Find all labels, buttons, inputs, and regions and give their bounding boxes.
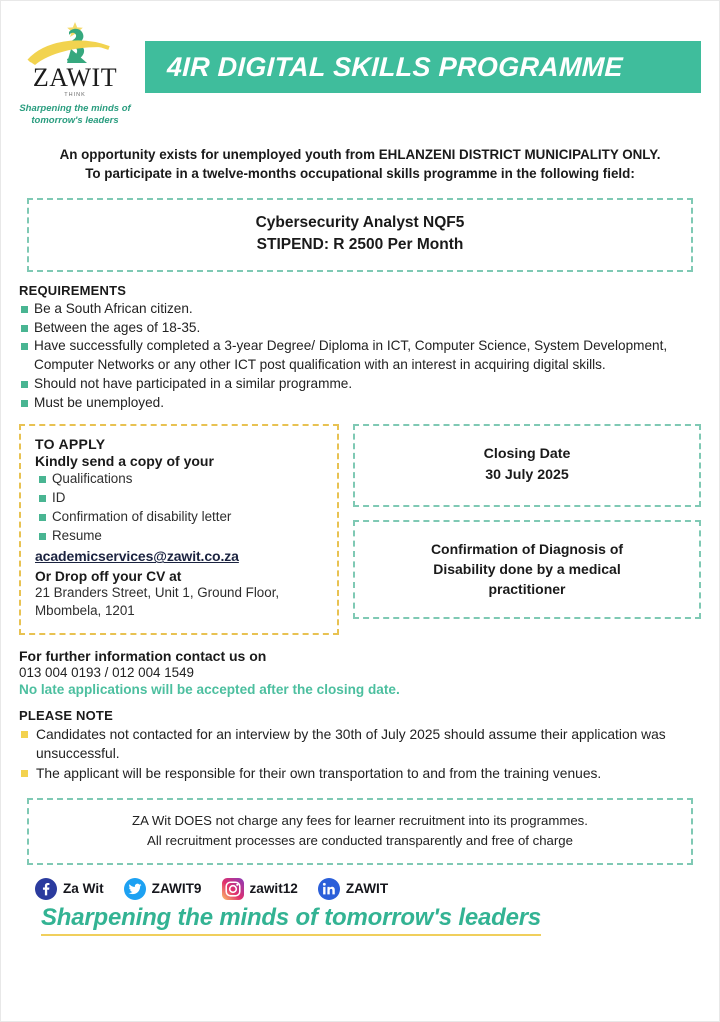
to-apply-box — [19, 424, 339, 634]
intro-paragraph — [19, 145, 701, 184]
zawit-logo — [19, 15, 131, 127]
closing-date-value: 30 July 2025 — [485, 466, 569, 483]
disclaimer-box — [27, 798, 693, 865]
requirement-item: Should not have participated in a similar programme. — [19, 375, 701, 394]
intro-line-1: An opportunity exists for unemployed youth from EHLANZENI DISTRICT MUNICIPALITY ONLY. — [59, 147, 661, 162]
logo-tagline — [19, 103, 130, 127]
dropoff-title: Or Drop off your CV at — [35, 569, 182, 585]
apply-document-item: ID — [39, 489, 325, 508]
diagnosis-box — [353, 520, 701, 620]
contact-phone-numbers: 013 004 0193 / 012 004 1549 — [19, 664, 194, 680]
right-column — [353, 424, 701, 619]
dropoff-address-line1: 21 Branders Street, Unit 1, Ground Floor, — [35, 585, 280, 601]
role-title: Cybersecurity Analyst NQF5 — [255, 213, 465, 231]
poster-footer — [19, 904, 701, 936]
social-link-linkedin[interactable] — [318, 878, 388, 900]
diagnosis-line2: Disability done by a medical — [433, 560, 621, 577]
facebook-icon — [35, 878, 57, 900]
dropoff-address-line2: Mbombela, 1201 — [35, 603, 135, 619]
closing-date-box — [353, 424, 701, 506]
social-handle: ZAWIT — [345, 881, 389, 897]
instagram-icon — [222, 878, 244, 900]
diagnosis-line3: practitioner — [488, 581, 566, 598]
logo-wordmark: ZAWIT — [32, 63, 118, 92]
requirement-item: Must be unemployed. — [19, 394, 701, 413]
diagnosis-line1: Confirmation of Diagnosis of — [430, 540, 624, 557]
requirement-item: Between the ages of 18-35. — [19, 319, 701, 338]
social-link-instagram[interactable] — [222, 878, 298, 900]
please-note-item: The applicant will be responsible for their own transportation to and from the training venues. — [19, 764, 701, 784]
late-applications-note: No late applications will be accepted after the closing date. — [19, 681, 400, 697]
disclaimer-line1: ZA Wit DOES not charge any fees for learner recruitment into its programmes. — [132, 813, 588, 829]
disclaimer-line2: All recruitment processes are conducted transparently and free of charge — [147, 833, 573, 849]
header-banner — [145, 41, 701, 93]
logo-subscript: THINK — [64, 92, 86, 98]
logo-tagline-line2: tomorrow's leaders — [31, 114, 119, 126]
intro-line-2: To participate in a twelve-months occupational skills programme in the following field: — [85, 166, 635, 182]
social-link-twitter[interactable] — [124, 878, 202, 900]
please-note-list — [19, 725, 701, 784]
to-apply-subtitle: Kindly send a copy of your — [35, 453, 214, 470]
zawit-logo-mark-icon — [23, 19, 127, 77]
poster-header — [19, 1, 701, 133]
contact-heading: For further information contact us on — [19, 647, 267, 664]
contact-section — [19, 648, 701, 697]
social-media-row — [19, 878, 701, 900]
footer-tagline: Sharpening the minds of tomorrow's leaders — [41, 904, 541, 936]
role-box — [27, 198, 693, 272]
apply-document-item: Qualifications — [39, 470, 325, 489]
requirement-item: Be a South African citizen. — [19, 300, 701, 319]
requirements-heading: REQUIREMENTS — [19, 282, 127, 298]
logo-tagline-line1: Sharpening the minds of — [19, 103, 131, 114]
application-email-link[interactable]: academicservices@zawit.co.za — [35, 548, 239, 565]
role-stipend: STIPEND: R 2500 Per Month — [256, 236, 464, 254]
apply-documents-list — [39, 470, 325, 545]
to-apply-title: TO APPLY — [35, 436, 106, 453]
social-handle: ZAWIT9 — [151, 881, 202, 897]
linkedin-icon — [318, 878, 340, 900]
requirement-item: Have successfully completed a 3-year Degree/ Diploma in ICT, Computer Science, System Development, Computer Networks or any other ICT post qualification with an interest in acquiring digital skills. — [19, 337, 701, 375]
closing-date-label: Closing Date — [483, 446, 571, 463]
please-note-heading: PLEASE NOTE — [19, 707, 113, 723]
requirements-list — [19, 300, 701, 413]
social-handle: Za Wit — [63, 881, 104, 897]
mid-section — [19, 424, 701, 634]
social-link-facebook[interactable] — [35, 878, 104, 900]
twitter-icon — [124, 878, 146, 900]
social-handle: zawit12 — [249, 881, 298, 897]
banner-title: 4IR DIGITAL SKILLS PROGRAMME — [166, 51, 624, 82]
apply-document-item: Confirmation of disability letter — [39, 508, 325, 527]
please-note-item: Candidates not contacted for an interview by the 30th of July 2025 should assume their application was unsuccessful. — [19, 725, 701, 764]
apply-document-item: Resume — [39, 527, 325, 546]
